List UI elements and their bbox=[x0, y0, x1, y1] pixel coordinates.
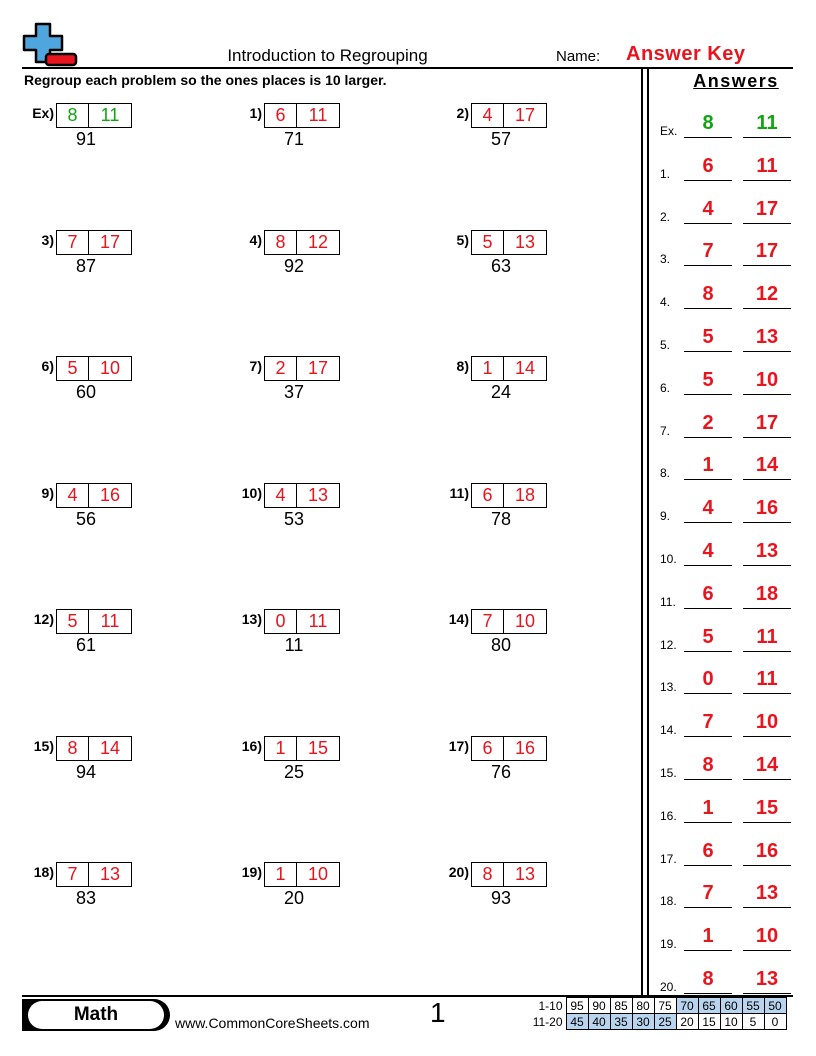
score-cell: 70 bbox=[676, 998, 698, 1014]
problem-number: 16) bbox=[241, 738, 262, 754]
regroup-box bbox=[264, 103, 340, 128]
score-cell: 65 bbox=[698, 998, 720, 1014]
answer-label: 3. bbox=[660, 252, 671, 267]
problem bbox=[20, 609, 210, 659]
original-number: 80 bbox=[490, 635, 512, 655]
answer-ones: 13 bbox=[743, 966, 791, 994]
answer-label: 6. bbox=[660, 380, 671, 395]
answer-tens: 6 bbox=[684, 153, 732, 181]
answer-ones: 15 bbox=[743, 795, 791, 823]
score-cell: 15 bbox=[698, 1014, 720, 1030]
answer-row bbox=[660, 108, 800, 138]
answer-ones: 11 bbox=[743, 110, 791, 138]
tens-value: 6 bbox=[472, 737, 504, 760]
tens-value: 1 bbox=[265, 863, 297, 886]
answer-label: 2. bbox=[660, 209, 671, 224]
answer-tens: 1 bbox=[684, 795, 732, 823]
problem bbox=[435, 230, 625, 280]
problem-number: 8) bbox=[456, 358, 469, 374]
tens-value: 1 bbox=[472, 357, 504, 380]
problem-number: 19) bbox=[241, 864, 262, 880]
answer-label: 13. bbox=[660, 680, 677, 695]
ones-value: 11 bbox=[308, 611, 328, 631]
original-number: 94 bbox=[75, 762, 97, 782]
answer-row bbox=[660, 793, 800, 823]
tens-value: 8 bbox=[57, 737, 89, 760]
problem bbox=[228, 609, 418, 659]
ones-value: 11 bbox=[100, 105, 120, 125]
regroup-box bbox=[264, 356, 340, 381]
answer-tens: 1 bbox=[684, 452, 732, 480]
answer-label: 16. bbox=[660, 808, 677, 823]
answer-column-divider bbox=[647, 68, 649, 996]
problem-number: 7) bbox=[249, 358, 262, 374]
answers-title: Answers bbox=[693, 71, 779, 91]
answer-label: 15. bbox=[660, 766, 677, 780]
regroup-box bbox=[56, 483, 132, 508]
answer-tens: 7 bbox=[684, 709, 732, 737]
score-cell: 80 bbox=[632, 998, 654, 1014]
score-cell: 35 bbox=[610, 1014, 632, 1030]
problem-number: 14) bbox=[448, 611, 469, 627]
answer-ones: 12 bbox=[743, 281, 791, 309]
answer-label: 12. bbox=[660, 637, 677, 652]
regroup-box bbox=[56, 356, 132, 381]
original-number: 71 bbox=[283, 129, 305, 149]
original-number: 78 bbox=[490, 509, 512, 529]
score-cell: 55 bbox=[742, 998, 764, 1014]
answer-label: 4. bbox=[660, 295, 671, 310]
problem-number: 4) bbox=[249, 232, 262, 248]
original-number: 11 bbox=[284, 635, 304, 655]
ones-value: 11 bbox=[100, 611, 120, 631]
ones-value: 15 bbox=[307, 738, 329, 758]
answer-tens: 4 bbox=[684, 196, 732, 224]
problem bbox=[20, 736, 210, 786]
answer-ones: 10 bbox=[743, 923, 791, 951]
tens-value: 8 bbox=[265, 231, 297, 254]
problem bbox=[228, 103, 418, 153]
original-number: 83 bbox=[75, 888, 97, 908]
answer-tens: 4 bbox=[684, 538, 732, 566]
header-divider bbox=[22, 67, 793, 69]
answer-ones: 13 bbox=[743, 538, 791, 566]
problem bbox=[20, 862, 210, 912]
tens-value: 2 bbox=[265, 357, 297, 380]
plus-minus-logo-icon bbox=[22, 22, 78, 68]
tens-value: 4 bbox=[265, 484, 297, 507]
regroup-box bbox=[56, 103, 132, 128]
answer-row bbox=[660, 536, 800, 566]
problem bbox=[435, 103, 625, 153]
regroup-box bbox=[471, 862, 547, 887]
answer-row bbox=[660, 493, 800, 523]
regroup-box bbox=[471, 609, 547, 634]
score-cell: 90 bbox=[588, 998, 610, 1014]
problem bbox=[435, 862, 625, 912]
score-cell: 10 bbox=[720, 1014, 742, 1030]
ones-value: 18 bbox=[514, 485, 536, 505]
problem bbox=[228, 230, 418, 280]
answer-row bbox=[660, 836, 800, 866]
answer-row bbox=[660, 921, 800, 951]
problem bbox=[228, 356, 418, 406]
tens-value: 4 bbox=[57, 484, 89, 507]
ones-value: 10 bbox=[307, 864, 329, 884]
problem-number: 13) bbox=[241, 611, 262, 627]
answer-tens: 8 bbox=[684, 966, 732, 994]
answer-row bbox=[660, 878, 800, 908]
answer-row bbox=[660, 707, 800, 737]
original-number: 53 bbox=[283, 509, 305, 529]
problem-number: 12) bbox=[33, 611, 54, 627]
answer-label: 11. bbox=[660, 594, 676, 609]
tens-value: 1 bbox=[265, 737, 297, 760]
answer-ones: 10 bbox=[743, 709, 791, 737]
answer-label: 9. bbox=[660, 509, 671, 524]
problem-number: 5) bbox=[456, 232, 469, 248]
original-number: 57 bbox=[490, 129, 512, 149]
answer-row bbox=[660, 236, 800, 266]
regroup-box bbox=[471, 230, 547, 255]
regroup-box bbox=[56, 736, 132, 761]
tens-value: 5 bbox=[472, 231, 504, 254]
answer-ones: 17 bbox=[743, 238, 791, 266]
problem-number: 9) bbox=[41, 485, 54, 501]
problem-number: Ex) bbox=[32, 105, 54, 121]
answer-label: 14. bbox=[660, 723, 677, 738]
answer-tens: 6 bbox=[684, 838, 732, 866]
tens-value: 0 bbox=[265, 610, 297, 633]
regroup-box bbox=[471, 103, 547, 128]
answer-row bbox=[660, 450, 800, 480]
regroup-box bbox=[471, 356, 547, 381]
answer-label: 19. bbox=[660, 937, 677, 952]
score-row bbox=[524, 1014, 786, 1030]
answer-ones: 16 bbox=[743, 495, 791, 523]
answer-row bbox=[660, 964, 800, 994]
original-number: 24 bbox=[490, 382, 512, 402]
ones-value: 13 bbox=[514, 232, 536, 252]
ones-value: 13 bbox=[307, 485, 329, 505]
answer-ones: 17 bbox=[743, 196, 791, 224]
original-number: 37 bbox=[283, 382, 305, 402]
problem-number: 15) bbox=[33, 738, 54, 754]
original-number: 76 bbox=[490, 762, 512, 782]
tens-value: 8 bbox=[472, 863, 504, 886]
ones-value: 12 bbox=[307, 232, 329, 252]
score-cell: 85 bbox=[610, 998, 632, 1014]
answer-tens: 5 bbox=[684, 367, 732, 395]
answer-ones: 11 bbox=[743, 624, 791, 652]
regroup-box bbox=[264, 736, 340, 761]
answer-tens: 6 bbox=[684, 581, 732, 609]
answer-label: 18. bbox=[660, 894, 677, 909]
answer-key-label: Answer Key bbox=[626, 43, 746, 65]
score-row-label: 11-20 bbox=[532, 1014, 563, 1029]
ones-value: 17 bbox=[307, 358, 329, 378]
problem bbox=[20, 483, 210, 533]
answer-tens: 8 bbox=[684, 110, 732, 138]
regroup-box bbox=[264, 230, 340, 255]
answer-row bbox=[660, 194, 800, 224]
problem bbox=[228, 736, 418, 786]
answer-ones: 11 bbox=[743, 666, 791, 694]
original-number: 60 bbox=[75, 382, 97, 402]
tens-value: 7 bbox=[57, 863, 89, 886]
score-row-label: 1-10 bbox=[538, 998, 563, 1013]
score-cell: 60 bbox=[720, 998, 742, 1014]
answer-column-divider bbox=[641, 68, 643, 996]
website-link[interactable]: www.CommonCoreSheets.com bbox=[175, 1015, 370, 1031]
answer-tens: 7 bbox=[684, 238, 732, 266]
tens-value: 6 bbox=[265, 104, 297, 127]
answer-ones: 14 bbox=[743, 452, 791, 480]
answer-label: 1. bbox=[660, 166, 671, 181]
regroup-box bbox=[56, 609, 132, 634]
problem-number: 3) bbox=[41, 232, 54, 248]
score-cell: 20 bbox=[676, 1014, 698, 1030]
instructions: Regroup each problem so the ones places is 10 larger. bbox=[24, 72, 387, 88]
ones-value: 11 bbox=[308, 105, 328, 125]
answer-ones: 10 bbox=[743, 367, 791, 395]
answer-ones: 14 bbox=[743, 752, 791, 780]
subject-label: Math bbox=[28, 1001, 164, 1029]
tens-value: 4 bbox=[472, 104, 504, 127]
answer-label: 5. bbox=[660, 338, 671, 352]
original-number: 63 bbox=[490, 256, 512, 276]
score-cell: 45 bbox=[566, 1014, 588, 1030]
ones-value: 17 bbox=[514, 105, 536, 125]
problem-number: 1) bbox=[249, 105, 262, 121]
problem bbox=[435, 736, 625, 786]
score-table bbox=[524, 997, 787, 1030]
worksheet-title: Introduction to Regrouping bbox=[227, 46, 428, 65]
answer-ones: 16 bbox=[743, 838, 791, 866]
answer-row bbox=[660, 279, 800, 309]
regroup-box bbox=[264, 862, 340, 887]
name-label: Name: bbox=[556, 48, 601, 65]
answer-ones: 13 bbox=[743, 880, 791, 908]
score-cell: 25 bbox=[654, 1014, 676, 1030]
original-number: 91 bbox=[75, 129, 97, 149]
problem bbox=[20, 356, 210, 406]
answer-ones: 11 bbox=[743, 153, 791, 181]
problem bbox=[228, 483, 418, 533]
ones-value: 13 bbox=[514, 864, 536, 884]
answer-row bbox=[660, 408, 800, 438]
answer-tens: 5 bbox=[684, 624, 732, 652]
regroup-box bbox=[56, 230, 132, 255]
problem-number: 18) bbox=[33, 864, 54, 880]
ones-value: 10 bbox=[99, 358, 121, 378]
tens-value: 5 bbox=[57, 357, 89, 380]
problem-number: 11) bbox=[449, 485, 469, 501]
answer-tens: 8 bbox=[684, 752, 732, 780]
tens-value: 6 bbox=[472, 484, 504, 507]
original-number: 93 bbox=[490, 888, 512, 908]
answer-row bbox=[660, 750, 800, 780]
answer-tens: 1 bbox=[684, 923, 732, 951]
score-cell: 75 bbox=[654, 998, 676, 1014]
ones-value: 14 bbox=[99, 738, 121, 758]
answer-tens: 5 bbox=[684, 324, 732, 352]
score-cell: 95 bbox=[566, 998, 588, 1014]
ones-value: 10 bbox=[514, 611, 536, 631]
score-cell: 30 bbox=[632, 1014, 654, 1030]
problem-number: 10) bbox=[241, 485, 262, 501]
answer-tens: 2 bbox=[684, 410, 732, 438]
answer-row bbox=[660, 322, 800, 352]
regroup-box bbox=[56, 862, 132, 887]
original-number: 25 bbox=[283, 762, 305, 782]
answer-ones: 13 bbox=[743, 324, 791, 352]
tens-value: 8 bbox=[57, 104, 89, 127]
answer-tens: 0 bbox=[684, 666, 732, 694]
original-number: 92 bbox=[283, 256, 305, 276]
original-number: 20 bbox=[283, 888, 305, 908]
tens-value: 7 bbox=[57, 231, 89, 254]
original-number: 87 bbox=[75, 256, 97, 276]
answer-tens: 4 bbox=[684, 495, 732, 523]
ones-value: 13 bbox=[99, 864, 121, 884]
score-cell: 5 bbox=[742, 1014, 764, 1030]
answer-label: 8. bbox=[660, 466, 671, 481]
regroup-box bbox=[471, 483, 547, 508]
answer-row bbox=[660, 664, 800, 694]
answer-row bbox=[660, 151, 800, 181]
problem bbox=[435, 483, 625, 533]
problem-number: 20) bbox=[448, 864, 469, 880]
page-number: 1 bbox=[430, 997, 446, 1028]
answer-label: 20. bbox=[660, 980, 677, 994]
problem bbox=[228, 862, 418, 912]
answer-tens: 7 bbox=[684, 880, 732, 908]
regroup-box bbox=[471, 736, 547, 761]
problem bbox=[20, 230, 210, 280]
score-cell: 40 bbox=[588, 1014, 610, 1030]
regroup-box bbox=[264, 609, 340, 634]
score-row bbox=[524, 998, 786, 1014]
answer-tens: 8 bbox=[684, 281, 732, 309]
problem bbox=[435, 356, 625, 406]
tens-value: 5 bbox=[57, 610, 89, 633]
problem bbox=[435, 609, 625, 659]
ones-value: 17 bbox=[99, 232, 121, 252]
answer-label: 10. bbox=[660, 552, 677, 566]
score-cell: 0 bbox=[764, 1014, 786, 1030]
problem bbox=[20, 103, 210, 153]
answer-row bbox=[660, 622, 800, 652]
tens-value: 7 bbox=[472, 610, 504, 633]
problem-number: 6) bbox=[41, 358, 54, 374]
answer-label: Ex. bbox=[660, 124, 678, 138]
original-number: 61 bbox=[75, 635, 97, 655]
answer-ones: 18 bbox=[743, 581, 791, 609]
ones-value: 16 bbox=[514, 738, 536, 758]
answer-row bbox=[660, 365, 800, 395]
answer-label: 17. bbox=[660, 851, 677, 866]
regroup-box bbox=[264, 483, 340, 508]
problem-number: 17) bbox=[448, 738, 469, 754]
score-cell: 50 bbox=[764, 998, 786, 1014]
ones-value: 16 bbox=[99, 485, 121, 505]
answer-ones: 17 bbox=[743, 410, 791, 438]
answer-label: 7. bbox=[660, 423, 671, 438]
problem-number: 2) bbox=[456, 105, 469, 121]
ones-value: 14 bbox=[514, 358, 536, 378]
answer-row bbox=[660, 579, 800, 609]
original-number: 56 bbox=[75, 509, 97, 529]
